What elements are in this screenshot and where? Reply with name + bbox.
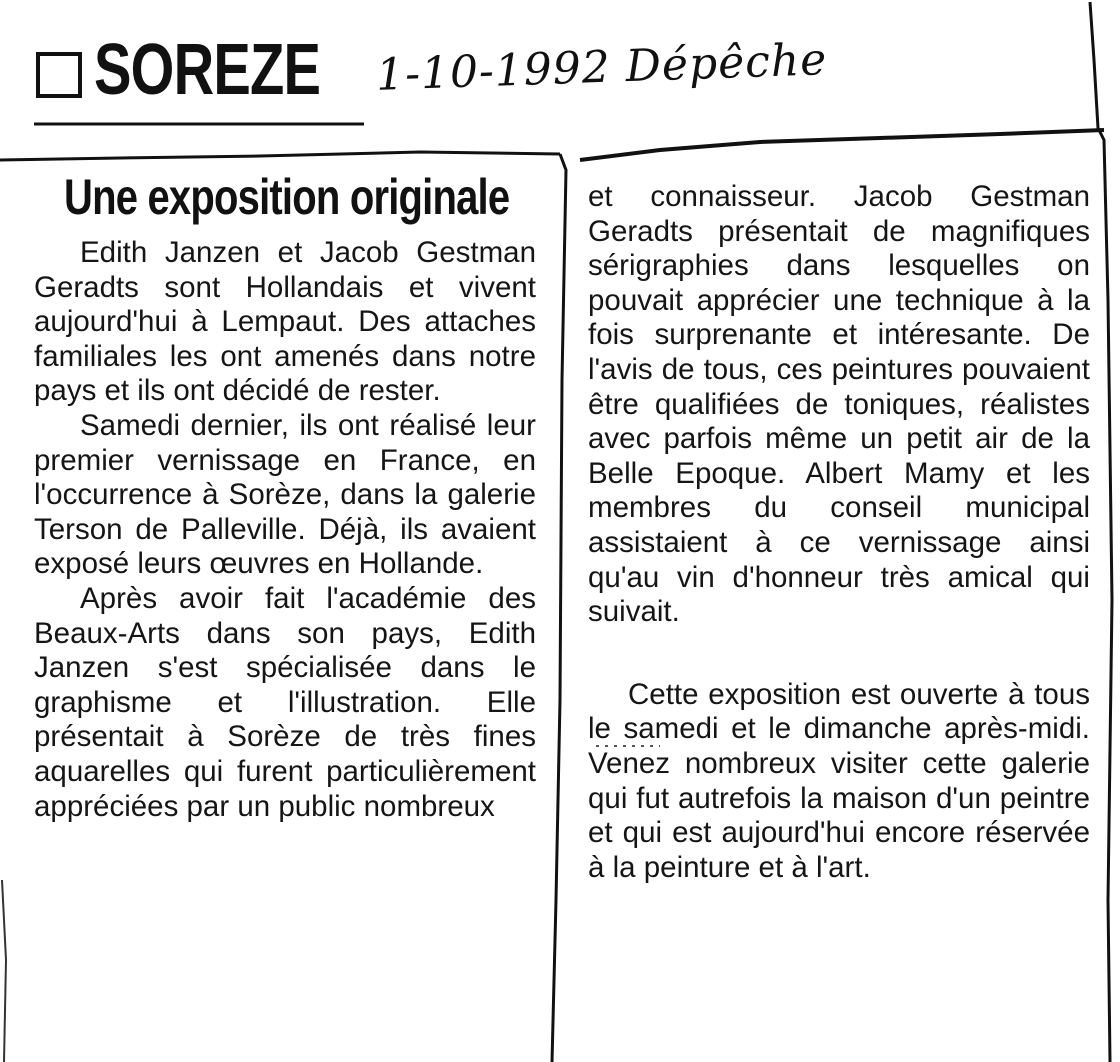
torn-edge-right <box>1090 2 1112 1062</box>
article-left-column <box>34 236 536 824</box>
torn-edge-top-left <box>0 152 560 160</box>
paragraph: Edith Janzen et Jacob Gestman Geradts sont Hollandais et vivent aujourd'hui à Lempaut. Des attaches familiales les ont amenés dans notre pays et ils ont décidé de rester. <box>34 236 536 408</box>
column-cut-line <box>552 154 566 1062</box>
torn-edge-top-right <box>580 130 1104 160</box>
section-title: SOREZE <box>94 30 321 110</box>
paragraph: et connaisseur. Jacob Gestman Geradts présentait de magnifiques sérigraphies dans lesquelles on pouvait apprécier une technique à la fois surprenante et intéresante. De l'avis de tous, ces peintures pouvaient être qualifiées de toniques, réalistes avec parfois même un petit air de la Belle Epoque. Albert Mamy et les membres du conseil municipal assistaient à ce vernissage ainsi qu'au vin d'honneur très amical qui suivait. <box>588 180 1090 629</box>
section-box-icon <box>36 52 82 98</box>
article-right-column <box>588 180 1090 885</box>
article-headline: Une exposition originale <box>64 169 510 225</box>
paragraph: Après avoir fait l'académie des Beaux-Arts dans son pays, Edith Janzen s'est spécialisée dans le graphisme et l'illustration. Elle présentait à Sorèze de très fines aquarelles qui furent particulièrement appréciées par un public nombreux <box>34 581 536 823</box>
torn-edge-left <box>2 880 6 1062</box>
handwritten-date-source: 1-10-1992 Dépêche <box>375 34 828 101</box>
closing-paragraph: Cette exposition est ouverte à tous le samedi et le dimanche après-midi. Venez nombreux visiter cette galerie qui fut autrefois la maison d'un peintre et qui est aujourd'hui encore réservée à la peinture et à l'art. <box>588 677 1090 884</box>
paragraph: Samedi dernier, ils ont réalisé leur premier vernissage en France, en l'occurrence à Sorèze, dans la galerie Terson de Palleville. Déjà, ils avaient exposé leurs œuvres en Hollande. <box>34 408 536 581</box>
section-header <box>36 30 384 110</box>
